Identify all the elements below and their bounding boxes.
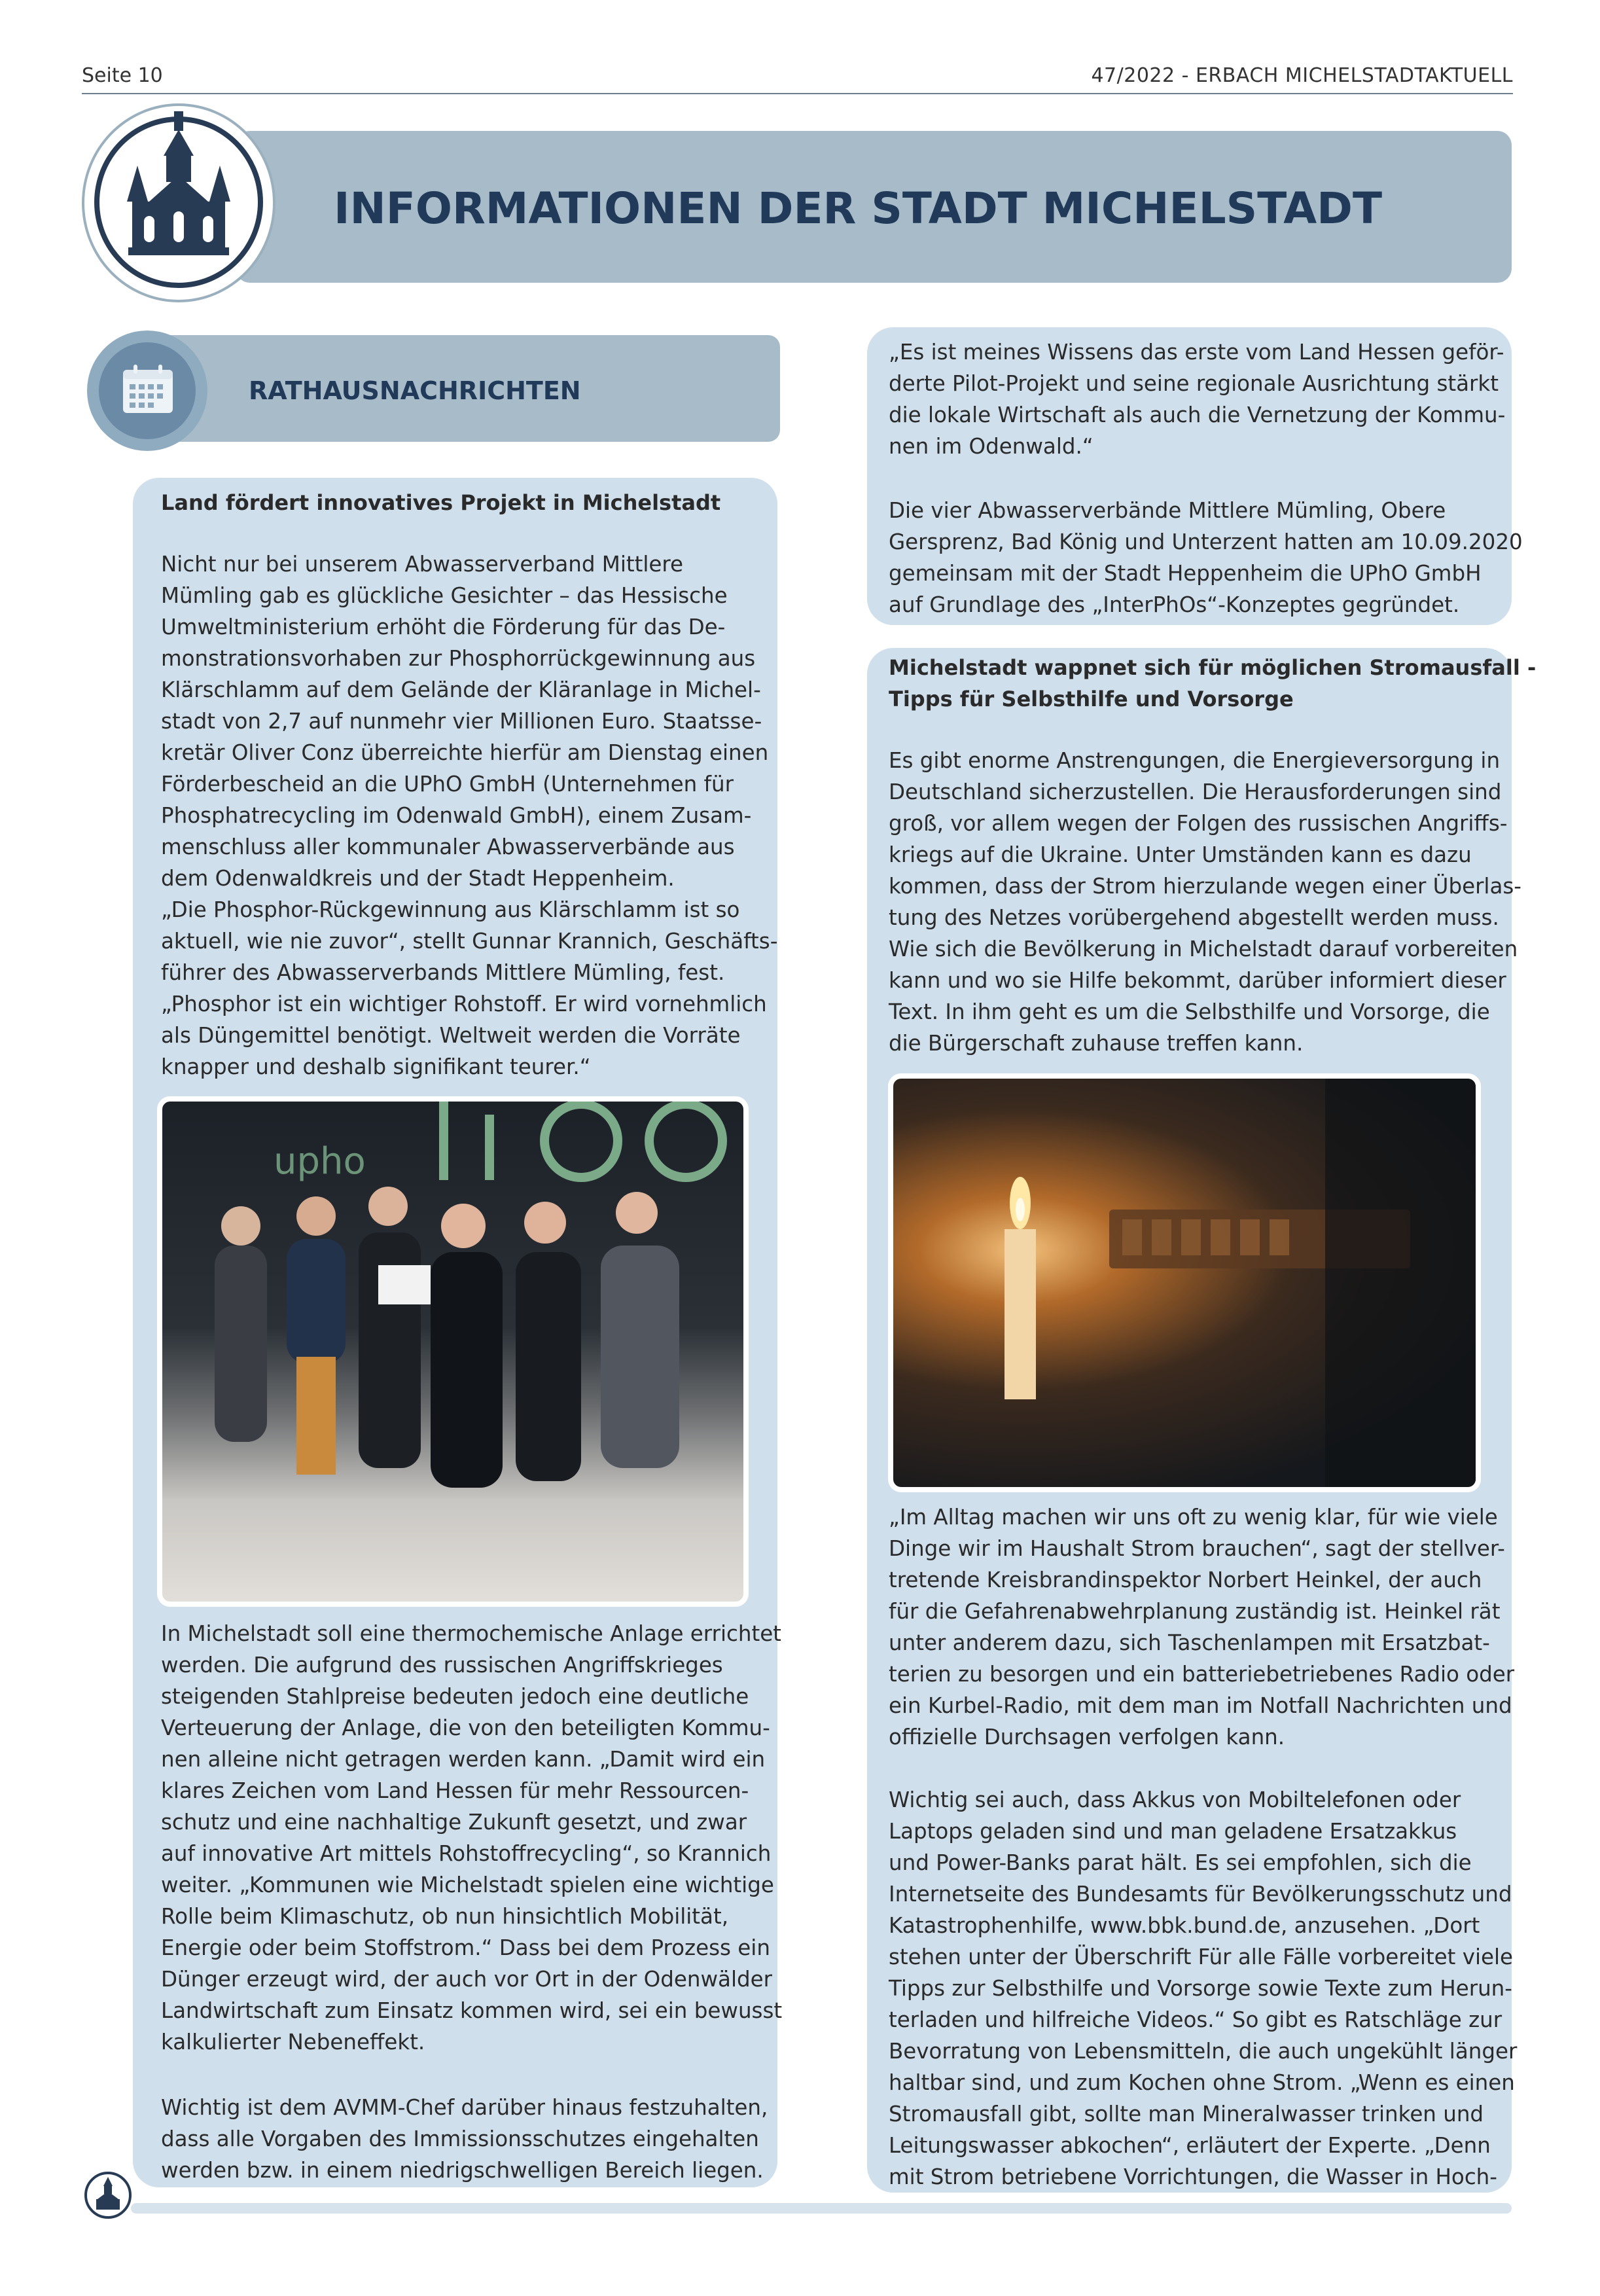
photo-logo-text: upho [274,1140,366,1183]
article-paragraph: „Es ist meines Wissens das erste vom Land Hessen geför- derte Pilot-Projekt und seine regionale Ausrichtung stärkt die lokale Wirtschaft als auch die Vernetzung der Kommu- nen im Odenwald.“ [889,340,1506,459]
footer-rule [131,2203,1512,2214]
town-hall-emblem-icon [83,2170,133,2220]
group-photo [157,1096,749,1607]
article-paragraph: In Michelstadt soll eine thermochemische Anlage errichtet werden. Die aufgrund des russischen Angriffskrieges steigenden Stahlpreise bedeuten jedoch eine deutliche Verteuerung der Anlage, die von den beteiligten Kommu- nen alleine nicht getragen werden kann. „Damit wird ein klares Zeichen vom Land Hessen für mehr Ressourcen- schutz und eine nachhaltige Zukunft gesetzt, und zwar auf innovative Art mittels Rohstoffrecycling“, so Krannich weiter. „Kommunen wie Michelstadt spielen eine wichtige Rolle beim Klimaschutz, ob nun hinsichtlich Mobilität, Energie oder beim Stoffstrom.“ Dass bei dem Prozess ein Dünger erzeugt wird, der auch vor Ort in der Odenwälder Landwirtschaft zum Einsatz kommen wird, sei ein bewusst kalkulierter Nebeneffekt. [161,1621,783,2054]
town-hall-emblem-icon [98,103,259,287]
header-rule [82,93,1513,94]
article-paragraph: Es gibt enorme Anstrengungen, die Energieversorgung in Deutschland sicherzustellen. Die Herausforderungen sind groß, vor allem wegen der Folgen des russischen Angriffs- kriegs auf die Ukraine. Unter Umständen kann es dazu kommen, dass der Strom hierzulande wegen einer Überlas- tung des Netzes vorübergehend abgestellt werden muss. Wie sich die Bevölkerung in Michelstadt darauf vorbereiten kann und wo sie Hilfe bekommt, darüber informiert dieser Text. In ihm geht es um die Selbsthilfe und Vorsorge, die die Bürgerschaft zuhause treffen kann. [889,748,1522,1056]
article-paragraph: Die vier Abwasserverbände Mittlere Mümling, Obere Gersprenz, Bad König und Unterzent hatten am 10.09.2020 gemeinsam mit der Stadt Heppenheim die UPhO GmbH auf Grundlage des „InterPhOs“-Konzeptes gegründet. [889,498,1523,617]
candle-photo [888,1073,1481,1492]
issue-label: 47/2022 - ERBACH MICHELSTADTAKTUELL [1091,64,1513,87]
calendar-icon [122,365,174,414]
banner-title: INFORMATIONEN DER STADT MICHELSTADT [334,183,1382,234]
article-paragraph: Wichtig ist dem AVMM-Chef darüber hinaus festzuhalten, dass alle Vorgaben des Immissionsschutzes eingehalten werden bzw. in einem niedrigschwelligen Bereich liegen. [161,2095,768,2183]
article-headline: Land fördert innovatives Projekt in Michelstadt [161,490,721,515]
article-headline: Michelstadt wappnet sich für möglichen Stromausfall - Tipps für Selbsthilfe und Vorsorge [889,655,1537,711]
article-paragraph: Nicht nur bei unserem Abwasserverband Mittlere Mümling gab es glückliche Gesichter – das Hessische Umweltministerium erhöht die Förderung für das De- monstrationsvorhaben zur Phosphorrückgewinnung aus Klärschlamm auf dem Gelände der Kläranlage in Michel- stadt von 2,7 auf nunmehr vier Millionen Euro. Staatsse- kretär Oliver Conz überreichte hierfür am Dienstag einen Förderbescheid an die UPhO GmbH (Unternehmen für Phosphatrecycling im Odenwald GmbH), einem Zusam- menschluss aller kommunaler Abwasserverbände aus dem Odenwaldkreis und der Stadt Heppenheim. „Die Phosphor-Rückgewinnung aus Klärschlamm ist so aktuell, wie nie zuvor“, stellt Gunnar Krannich, Geschäfts- führer des Abwasserverbands Mittlere Mümling, fest. „Phosphor ist ein wichtiger Rohstoff. Er wird vornehmlich als Düngemittel benötigt. Weltweit werden die Vorräte knapper und deshalb signifikant teurer.“ [161,552,778,1079]
article-paragraph: Wichtig sei auch, dass Akkus von Mobiltelefonen oder Laptops geladen sind und man geladene Ersatzakkus und Power-Banks parat hält. Es sei empfohlen, sich die Internetseite des Bundesamts für Bevölkerungsschutz und Katastrophenhilfe, www.bbk.bund.de, anzusehen. „Dort stehen unter der Überschrift Für alle Fälle vorbereitet viele Tipps zur Selbsthilfe und Vorsorge sowie Texte zum Herun- terladen und hilfreiche Videos.“ So gibt es Ratschläge zur Bevorratung von Lebensmitteln, die auch ungekühlt länger haltbar sind, und zum Kochen ohne Strom. „Wenn es einen Stromausfall gibt, sollte man Mineralwasser trinken und Leitungswasser abkochen“, erläutert der Experte. „Denn mit Strom betriebene Vorrichtungen, die Wasser in Hoch- [889,1787,1518,2189]
section-title: RATHAUSNACHRICHTEN [249,376,581,405]
article-paragraph: „Im Alltag machen wir uns oft zu wenig klar, für wie viele Dinge wir im Haushalt Strom brauchen“, sagt der stellver- tretende Kreisbrandinspektor Norbert Heinkel, der auch für die Gefahrenabwehrplanung zuständig ist. Heinkel rät unter anderem dazu, sich Taschenlampen mit Ersatzbat- terien zu besorgen und ein batteriebetriebenes Radio oder ein Kurbel-Radio, mit dem man im Notfall Nachrichten und offizielle Durchsagen verfolgen kann. [889,1505,1515,1749]
page-number: Seite 10 [82,64,163,87]
